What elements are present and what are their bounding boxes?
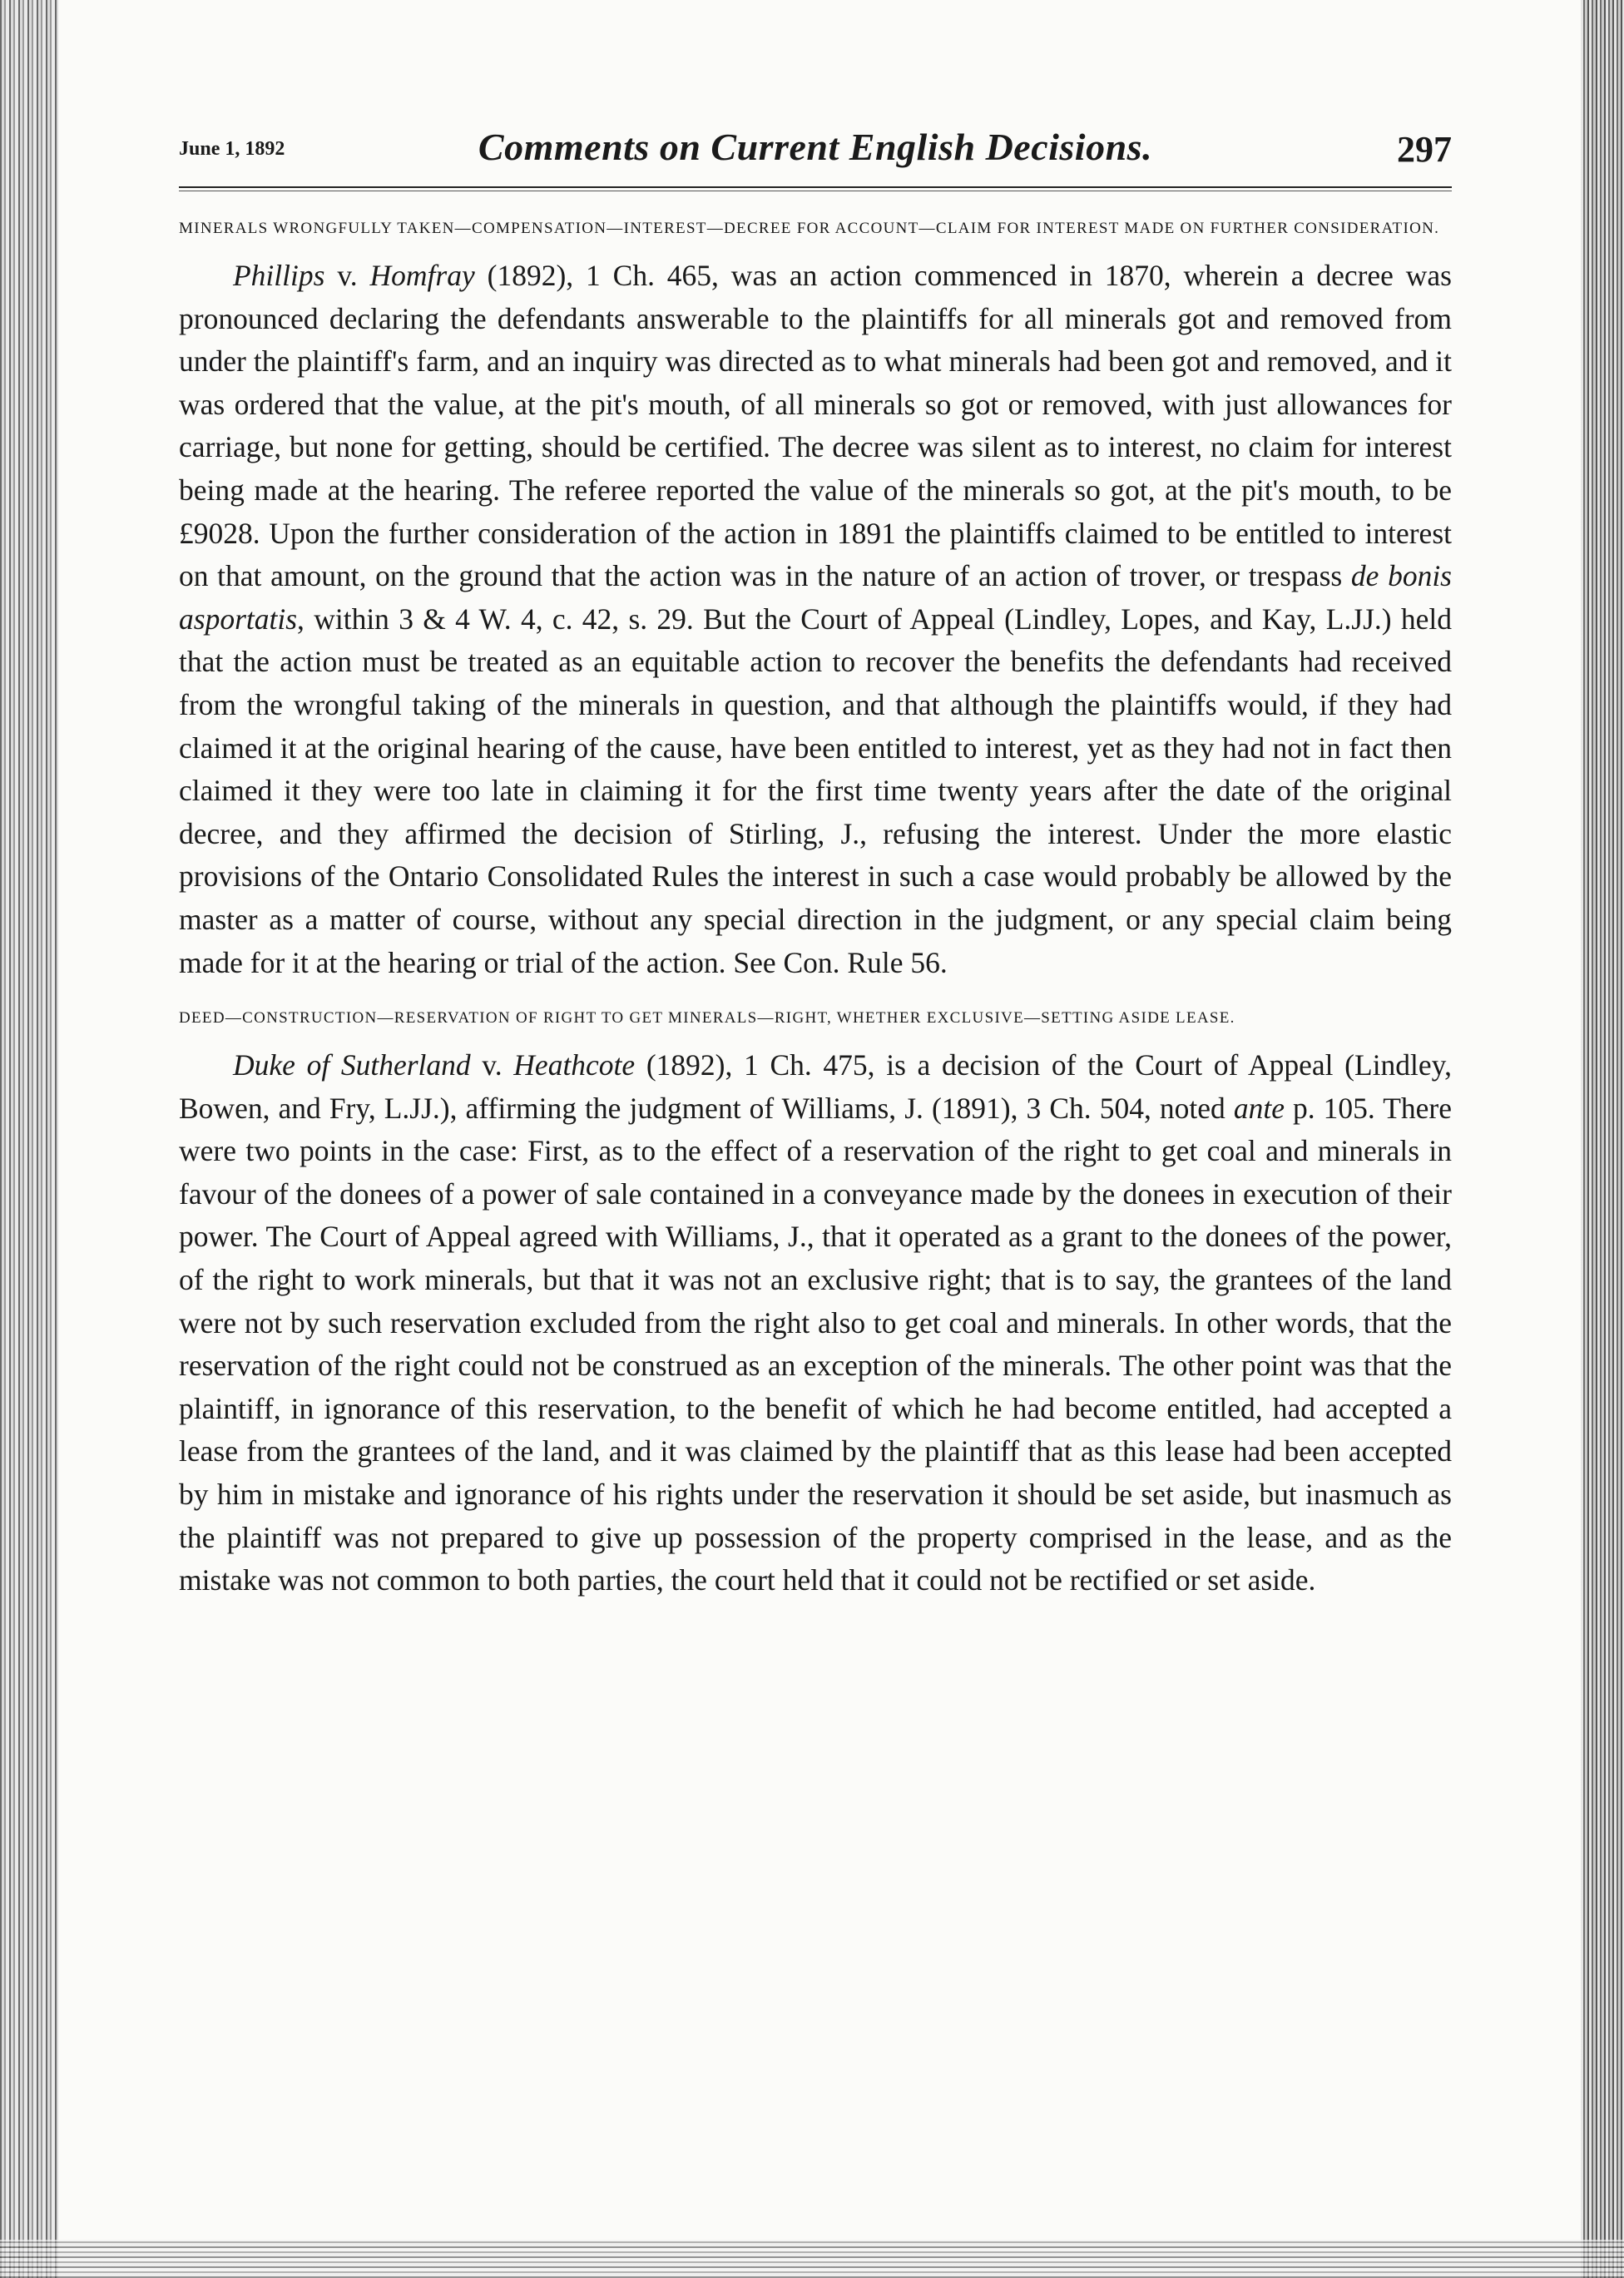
paragraph-text: (1892), 1 Ch. 465, was an action commenced in 1870, wherein a decree was pronounced declaring the defendants answerable to the plaintiffs for all minerals got and removed from under the plaintiff's farm, and an inquiry was directed as to what minerals had been got and removed, and it was ordered that the value, at the pit's mouth, of all minerals so got or removed, with just allowances for carriage, but none for getting, should be certified. The decree was silent as to interest, no claim for interest being made at the hearing. The referee reported the value of the minerals so got, at the pit's mouth, to be £9028. Upon the further consideration of the action in 1891 the plaintiffs claimed to be entitled to interest on that amount, on the ground that the action was in the nature of an action of trover, or trespass [179,259,1452,593]
case-party-defendant: Heathcote [513,1048,636,1082]
paragraph-text: , within 3 & 4 W. 4, c. 42, s. 29. But the Court of Appeal (Lindley, Lopes, and Kay, L.JJ.) held that the action must be treated as an equitable action to recover the benefits the defendants had received from the wrongful taking of the minerals in question, and that although the plaintiffs would, if they had claimed it at the original hearing of the cause, have been entitled to interest, yet as they had not in fact then claimed it they were too late in claiming it for the first time twenty years after the date of the original decree, and they affirmed the decision of Stirling, J., refusing the interest. Under the more elastic provisions of the Ontario Consolidated Rules the interest in such a case would probably be allowed by the master as a matter of course, without any special direction in the judgment, or any special claim being made for it at the hearing or trial of the action. See Con. Rule 56. [179,602,1452,979]
italic-phrase: ante [1233,1091,1285,1125]
issue-date: June 1, 1892 [179,138,285,160]
case-paragraph [179,1044,1452,1602]
paragraph-text: (1892), 1 Ch. 475, is a decision of the Court of Appeal (Lindley, Bowen, and Fry, L.JJ.), affirming the judgment of Williams, J. (1891), 3 Ch. 504, noted [179,1048,1452,1125]
italic-phrase: de bonis asportatis [179,559,1453,636]
case-versus: v. [324,259,370,292]
section-phillips-v-homfray [179,216,1452,984]
headnote: DEED—CONSTRUCTION—RESERVATION OF RIGHT TO GET MINERALS—RIGHT, WHETHER EXCLUSIVE—SETTING ASIDE LEASE. [179,1009,1235,1028]
scan-edge-right [1581,0,1624,2278]
running-title: Comments on Current English Decisions. [478,126,1153,168]
scan-edge-bottom [0,2240,1624,2278]
section-gap [179,984,1452,1006]
section-sutherland-v-heathcote [179,1006,1452,1602]
page-content [179,116,1452,1602]
paragraph-text: p. 105. There were two points in the case: First, as to the effect of a reservation of the right to get coal and minerals in favour of the donees of a power of sale contained in a conveyance made by the donees in execution of their power. The Court of Appeal agreed with Williams, J., that it operated as a grant to the donees of the power, of the right to work minerals, but that it was not an exclusive right; that is to say, the grantees of the land were not by such reservation excluded from the right also to get coal and minerals. In other words, that the reservation of the right could not be construed as an exception of the minerals. The other point was that the plaintiff, in ignorance of this reservation, to the benefit of which he had become entitled, had accepted a lease from the grantees of the land, and it was claimed by the plaintiff that as this lease had been accepted by him in mistake and ignorance of his rights under the reservation it should be set aside, but inasmuch as the plaintiff was not prepared to give up possession of the property comprised in the lease, and as the mistake was not common to both parties, the court held that it could not be rectified or set aside. [179,1091,1452,1597]
page-number: 297 [1397,129,1452,170]
header-rule [179,186,1452,191]
scan-edge-left [0,0,58,2278]
case-versus: v. [470,1048,514,1082]
case-paragraph [179,255,1452,984]
case-party-plaintiff: Duke of Sutherland [233,1048,471,1082]
case-party-plaintiff: Phillips [233,259,325,292]
running-header [179,116,1452,183]
headnote: MINERALS WRONGFULLY TAKEN—COMPENSATION—INTEREST—DECREE FOR ACCOUNT—CLAIM FOR INTEREST MADE ON FURTHER CONSIDERATION. [179,220,1440,237]
case-party-defendant: Homfray [369,259,475,292]
